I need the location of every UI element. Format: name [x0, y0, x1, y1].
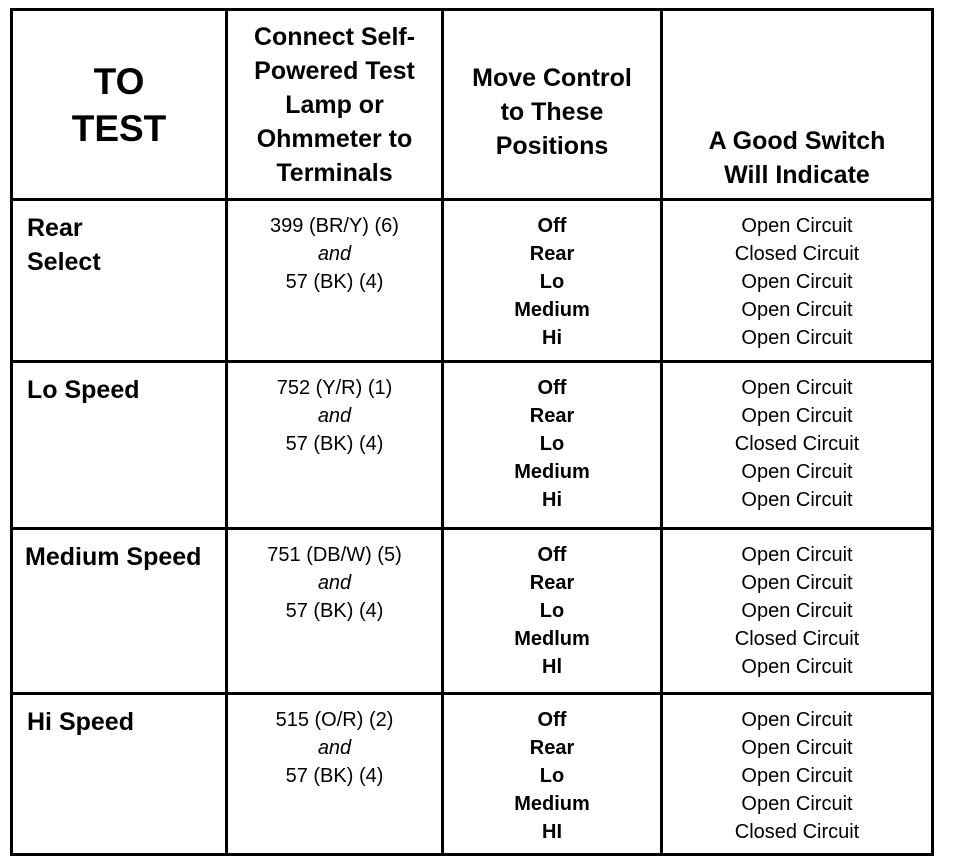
position-item: Lo: [539, 765, 565, 787]
position-item: Medium: [514, 793, 590, 815]
position-item: Rear: [529, 405, 575, 427]
header-move-control: [444, 61, 660, 198]
terminals-cell: [228, 363, 441, 527]
header-line: TO: [93, 60, 145, 102]
terminal-a: 752 (Y/R) (1): [276, 377, 393, 399]
result-item: Open Circuit: [741, 461, 853, 483]
position-item: Lo: [539, 433, 565, 455]
position-item: Off: [537, 709, 567, 731]
result-item: Open Circuit: [741, 709, 853, 731]
and-connector: and: [317, 243, 352, 265]
header-connect: [228, 11, 441, 198]
position-item: Hi: [542, 327, 562, 349]
terminal-b: 57 (BK) (4): [285, 433, 384, 455]
positions-cell: [444, 695, 660, 853]
position-item: Rear: [529, 737, 575, 759]
results-cell: [663, 363, 931, 527]
result-item: Open Circuit: [741, 656, 853, 678]
header-line: Lamp or: [285, 90, 384, 119]
result-item: Open Circuit: [741, 377, 853, 399]
position-item: Lo: [539, 600, 565, 622]
position-item: Off: [537, 544, 567, 566]
terminals-cell: [228, 695, 441, 853]
results-cell: [663, 695, 931, 853]
result-item: Open Circuit: [741, 299, 853, 321]
result-item: Open Circuit: [741, 765, 853, 787]
terminal-a: 399 (BR/Y) (6): [270, 215, 399, 237]
terminals-cell: [228, 201, 441, 360]
header-good-switch: [663, 124, 931, 198]
result-item: Open Circuit: [741, 737, 853, 759]
result-item: Open Circuit: [741, 215, 853, 237]
results-cell: [663, 201, 931, 360]
positions-cell: [444, 363, 660, 527]
row-label-line: Hi Speed: [27, 708, 134, 736]
row-label-hi-speed: [13, 695, 225, 853]
header-line: Terminals: [276, 158, 393, 187]
positions-cell: [444, 201, 660, 360]
and-connector: and: [317, 572, 352, 594]
position-item: Rear: [529, 243, 575, 265]
position-item: Medlum: [514, 628, 590, 650]
result-item: Open Circuit: [741, 405, 853, 427]
result-item: Open Circuit: [741, 327, 853, 349]
and-connector: and: [317, 737, 352, 759]
result-item: Closed Circuit: [734, 433, 860, 455]
row-label-medium-speed: [13, 530, 225, 692]
header-line: Powered Test: [254, 56, 415, 85]
row-label-lo-speed: [13, 363, 225, 527]
result-item: Open Circuit: [741, 544, 853, 566]
terminal-a: 515 (O/R) (2): [275, 709, 394, 731]
and-connector: and: [317, 405, 352, 427]
result-item: Open Circuit: [741, 600, 853, 622]
row-label-line: Rear: [27, 214, 83, 242]
position-item: Medium: [514, 299, 590, 321]
header-line: Connect Self-: [253, 22, 416, 51]
result-item: Open Circuit: [741, 572, 853, 594]
terminal-b: 57 (BK) (4): [285, 765, 384, 787]
position-item: Hl: [542, 656, 562, 678]
result-item: Closed Circuit: [734, 821, 860, 843]
position-item: Lo: [539, 271, 565, 293]
position-item: HI: [542, 821, 562, 843]
row-label-line: Select: [27, 248, 101, 276]
result-item: Open Circuit: [741, 489, 853, 511]
result-item: Open Circuit: [741, 271, 853, 293]
row-label-line: Medium Speed: [25, 543, 202, 571]
position-item: Hi: [542, 489, 562, 511]
positions-cell: [444, 530, 660, 692]
result-item: Open Circuit: [741, 793, 853, 815]
header-line: TEST: [71, 107, 167, 149]
row-label-line: Lo Speed: [27, 376, 140, 404]
terminal-b: 57 (BK) (4): [285, 271, 384, 293]
header-line: Move Control: [472, 64, 632, 92]
switch-test-table: [10, 8, 934, 856]
terminal-a: 751 (DB/W) (5): [267, 544, 402, 566]
position-item: Off: [537, 377, 567, 399]
result-item: Closed Circuit: [734, 243, 860, 265]
header-line: to These: [500, 98, 604, 126]
row-label-rear-select: [13, 201, 225, 360]
results-cell: [663, 530, 931, 692]
position-item: Off: [537, 215, 567, 237]
header-to-test: [13, 11, 225, 198]
terminals-cell: [228, 530, 441, 692]
terminal-b: 57 (BK) (4): [285, 600, 384, 622]
position-item: Rear: [529, 572, 575, 594]
header-line: Will Indicate: [724, 161, 870, 189]
position-item: Medium: [514, 461, 590, 483]
result-item: Closed Circuit: [734, 628, 860, 650]
header-line: Ohmmeter to: [256, 124, 413, 153]
header-line: Positions: [495, 132, 609, 160]
header-line: A Good Switch: [708, 127, 886, 155]
